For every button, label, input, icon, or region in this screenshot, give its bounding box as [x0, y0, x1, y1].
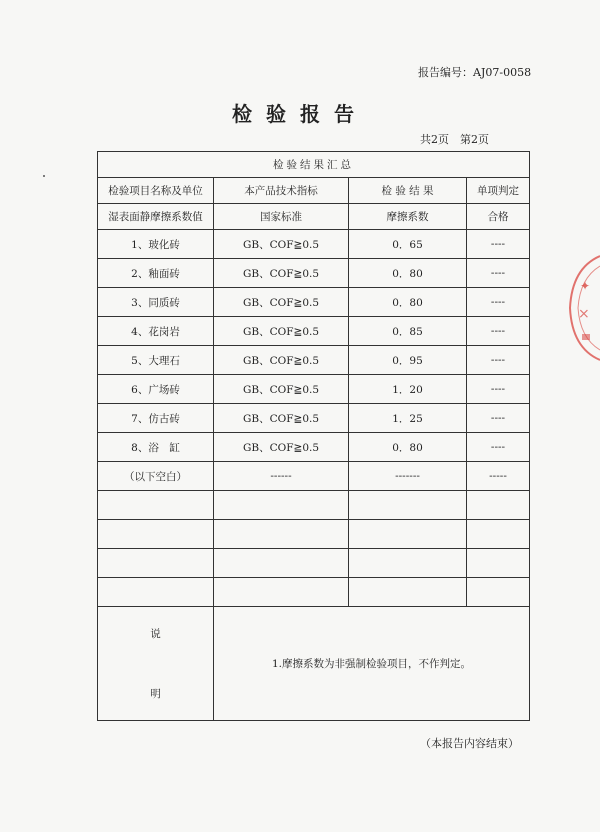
row-result: 0．65 [349, 230, 467, 259]
subheader-spec: 国家标准 [214, 204, 349, 230]
table-row [98, 288, 530, 317]
row-item: 6、广场砖 [98, 375, 214, 404]
empty-cell [214, 520, 349, 549]
subheader-result: 摩擦系数 [349, 204, 467, 230]
table-row [98, 433, 530, 462]
row-result: 0．80 [349, 288, 467, 317]
row-judgment: ---- [467, 259, 530, 288]
row-spec: GB、COF≧0.5 [214, 433, 349, 462]
empty-cell [98, 491, 214, 520]
empty-row [98, 491, 530, 520]
empty-cell [349, 549, 467, 578]
empty-row [98, 549, 530, 578]
svg-text:✦: ✦ [580, 279, 591, 293]
empty-cell [349, 491, 467, 520]
table-row-blank-marker [98, 462, 530, 491]
column-header-item: 检验项目名称及单位 [98, 178, 214, 204]
table-row [98, 346, 530, 375]
row-result: 1．20 [349, 375, 467, 404]
row-judgment: ---- [467, 433, 530, 462]
row-spec: GB、COF≧0.5 [214, 288, 349, 317]
row-judgment: ---- [467, 317, 530, 346]
page-title: 检验报告 [232, 102, 368, 126]
results-table [97, 151, 530, 721]
row-item: 1、玻化砖 [98, 230, 214, 259]
table-title: 检验结果汇总 [98, 152, 530, 178]
row-spec: ------ [214, 462, 349, 491]
row-item: 8、浴 缸 [98, 433, 214, 462]
empty-cell [349, 578, 467, 607]
notes-label [98, 607, 214, 721]
table-row [98, 317, 530, 346]
row-judgment: ---- [467, 230, 530, 259]
row-spec: GB、COF≧0.5 [214, 346, 349, 375]
table-row [98, 230, 530, 259]
column-header-judgment: 单项判定 [467, 178, 530, 204]
row-spec: GB、COF≧0.5 [214, 375, 349, 404]
subheader-judgment: 合格 [467, 204, 530, 230]
row-spec: GB、COF≧0.5 [214, 259, 349, 288]
subheader-item: 湿表面静摩擦系数值 [98, 204, 214, 230]
empty-cell [98, 578, 214, 607]
scan-speck [43, 175, 45, 177]
row-result: 0．85 [349, 317, 467, 346]
row-judgment: ---- [467, 288, 530, 317]
red-seal-stamp [566, 248, 600, 368]
notes-label-char: 明 [150, 687, 161, 700]
table-row [98, 259, 530, 288]
row-judgment: ----- [467, 462, 530, 491]
row-result: 0．80 [349, 433, 467, 462]
column-header-spec: 本产品技术指标 [214, 178, 349, 204]
table-row [98, 404, 530, 433]
row-item: 3、同质砖 [98, 288, 214, 317]
end-of-report-note: （本报告内容结束） [420, 737, 519, 750]
row-item: 5、大理石 [98, 346, 214, 375]
empty-cell [214, 549, 349, 578]
empty-cell [467, 549, 530, 578]
row-result: 0．80 [349, 259, 467, 288]
table-row [98, 375, 530, 404]
column-header-result: 检 验 结 果 [349, 178, 467, 204]
row-item: 4、花岗岩 [98, 317, 214, 346]
empty-cell [467, 491, 530, 520]
empty-cell [467, 520, 530, 549]
row-item: 2、釉面砖 [98, 259, 214, 288]
empty-cell [214, 578, 349, 607]
row-spec: GB、COF≧0.5 [214, 230, 349, 259]
empty-row [98, 578, 530, 607]
row-item: （以下空白） [98, 462, 214, 491]
empty-row [98, 520, 530, 549]
row-spec: GB、COF≧0.5 [214, 404, 349, 433]
empty-cell [349, 520, 467, 549]
svg-text:⨯: ⨯ [578, 306, 590, 322]
empty-cell [98, 520, 214, 549]
row-spec: GB、COF≧0.5 [214, 317, 349, 346]
row-result: 0．95 [349, 346, 467, 375]
row-result: ------- [349, 462, 467, 491]
row-result: 1．25 [349, 404, 467, 433]
row-judgment: ---- [467, 404, 530, 433]
report-number: 报告编号：AJ07-0058 [418, 66, 532, 79]
row-judgment: ---- [467, 375, 530, 404]
notes-row [98, 607, 530, 721]
page-count: 共2页 第2页 [420, 133, 489, 146]
empty-cell [467, 578, 530, 607]
notes-label-char: 说 [150, 627, 161, 640]
notes-text: 1.摩擦系数为非强制检验项目，不作判定。 [214, 607, 530, 721]
empty-cell [214, 491, 349, 520]
empty-cell [98, 549, 214, 578]
row-item: 7、仿古砖 [98, 404, 214, 433]
row-judgment: ---- [467, 346, 530, 375]
